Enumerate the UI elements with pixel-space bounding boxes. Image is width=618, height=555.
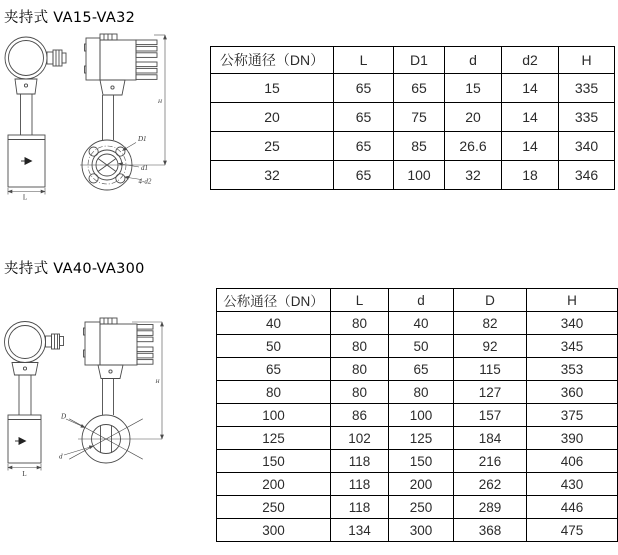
column-header: 公称通径（DN）: [217, 289, 331, 312]
drawing-lines: [5, 318, 163, 471]
flowmeter-drawing-va15-va32: [2, 28, 207, 228]
table-cell: 118: [331, 450, 389, 473]
table-row: [217, 427, 618, 450]
table-cell: 353: [527, 358, 618, 381]
table-cell: 75: [394, 103, 445, 132]
table-cell: 475: [527, 519, 618, 542]
table-cell: 289: [454, 496, 527, 519]
table-row: [217, 358, 618, 381]
table-cell: 300: [389, 519, 454, 542]
table-row: [217, 519, 618, 542]
table-cell: 375: [527, 404, 618, 427]
table-cell: 14: [502, 74, 559, 103]
table-cell: 102: [331, 427, 389, 450]
table-cell: 65: [389, 358, 454, 381]
table-cell: 85: [394, 132, 445, 161]
dim-label-4-d2: 4-d2: [138, 177, 152, 186]
table-cell: 340: [527, 312, 618, 335]
table-cell: 14: [502, 103, 559, 132]
table-cell: 446: [527, 496, 618, 519]
table-cell: 80: [217, 381, 331, 404]
column-header: d2: [502, 47, 559, 74]
table-cell: 345: [527, 335, 618, 358]
table-cell: 125: [217, 427, 331, 450]
table-cell: 118: [331, 473, 389, 496]
table-cell: 65: [334, 132, 394, 161]
table-cell: 82: [454, 312, 527, 335]
table-cell: 40: [389, 312, 454, 335]
dim-label-L: L: [22, 470, 27, 478]
dim-label-D: D: [61, 412, 67, 421]
table-cell: 346: [559, 161, 615, 190]
section1-title: 夹持式 VA15-VA32: [4, 10, 136, 26]
table-cell: 115: [454, 358, 527, 381]
dim-label-d1: d1: [141, 164, 148, 172]
table-cell: 14: [502, 132, 559, 161]
column-header: d: [445, 47, 502, 74]
table-cell: 40: [217, 312, 331, 335]
dim-label-d: d: [59, 452, 63, 461]
table-cell: 340: [559, 132, 615, 161]
table-row: [217, 335, 618, 358]
table-cell: 20: [445, 103, 502, 132]
column-header: d: [389, 289, 454, 312]
column-header: L: [331, 289, 389, 312]
table-cell: 216: [454, 450, 527, 473]
table-cell: 360: [527, 381, 618, 404]
dim-label-L: L: [22, 193, 28, 202]
table-cell: 250: [389, 496, 454, 519]
table-cell: 335: [559, 74, 615, 103]
table-cell: 150: [217, 450, 331, 473]
table-row: [217, 381, 618, 404]
table-cell: 80: [331, 358, 389, 381]
table-cell: 20: [211, 103, 334, 132]
table-cell: 262: [454, 473, 527, 496]
table-cell: 18: [502, 161, 559, 190]
table-cell: 430: [527, 473, 618, 496]
table-cell: 32: [211, 161, 334, 190]
dimension-table-va15-va32: [210, 46, 615, 190]
table-cell: 65: [334, 103, 394, 132]
table-cell: 118: [331, 496, 389, 519]
table-row: [217, 496, 618, 519]
table-cell: 100: [394, 161, 445, 190]
table-cell: 250: [217, 496, 331, 519]
table-cell: 150: [389, 450, 454, 473]
flowmeter-drawing-va40-va300: [2, 288, 212, 548]
table-cell: 134: [331, 519, 389, 542]
table-cell: 200: [389, 473, 454, 496]
table-cell: 184: [454, 427, 527, 450]
table-cell: 65: [394, 74, 445, 103]
column-header: H: [527, 289, 618, 312]
dim-label-D1: D1: [138, 135, 147, 143]
section2-title: 夹持式 VA40-VA300: [4, 261, 145, 277]
table-cell: 65: [217, 358, 331, 381]
dim-label-H: H: [155, 379, 160, 385]
table-cell: 65: [334, 74, 394, 103]
table-row: [217, 312, 618, 335]
table-cell: 32: [445, 161, 502, 190]
table-row: [217, 404, 618, 427]
table-row: [211, 132, 615, 161]
table-row: [211, 74, 615, 103]
table-cell: 15: [211, 74, 334, 103]
dim-label-H: H: [158, 99, 162, 105]
table-cell: 335: [559, 103, 615, 132]
header-row: [211, 47, 615, 74]
table-row: [217, 473, 618, 496]
table-cell: 300: [217, 519, 331, 542]
header-row: [217, 289, 618, 312]
table-row: [211, 103, 615, 132]
table-cell: 406: [527, 450, 618, 473]
table-cell: 368: [454, 519, 527, 542]
table-cell: 100: [389, 404, 454, 427]
table-row: [217, 450, 618, 473]
table-cell: 92: [454, 335, 527, 358]
table-cell: 26.6: [445, 132, 502, 161]
table-cell: 50: [217, 335, 331, 358]
table-cell: 15: [445, 74, 502, 103]
dimension-table-va40-va300: [216, 288, 618, 542]
table-cell: 25: [211, 132, 334, 161]
table-cell: 100: [217, 404, 331, 427]
table-cell: 65: [334, 161, 394, 190]
table-cell: 125: [389, 427, 454, 450]
column-header: D1: [394, 47, 445, 74]
column-header: L: [334, 47, 394, 74]
table-cell: 80: [331, 381, 389, 404]
table-cell: 127: [454, 381, 527, 404]
column-header: D: [454, 289, 527, 312]
table-cell: 390: [527, 427, 618, 450]
table-cell: 50: [389, 335, 454, 358]
table-cell: 86: [331, 404, 389, 427]
table-cell: 80: [389, 381, 454, 404]
table-row: [211, 161, 615, 190]
table-cell: 157: [454, 404, 527, 427]
table-cell: 200: [217, 473, 331, 496]
table-cell: 80: [331, 335, 389, 358]
column-header: 公称通径（DN）: [211, 47, 334, 74]
column-header: H: [559, 47, 615, 74]
table-cell: 80: [331, 312, 389, 335]
